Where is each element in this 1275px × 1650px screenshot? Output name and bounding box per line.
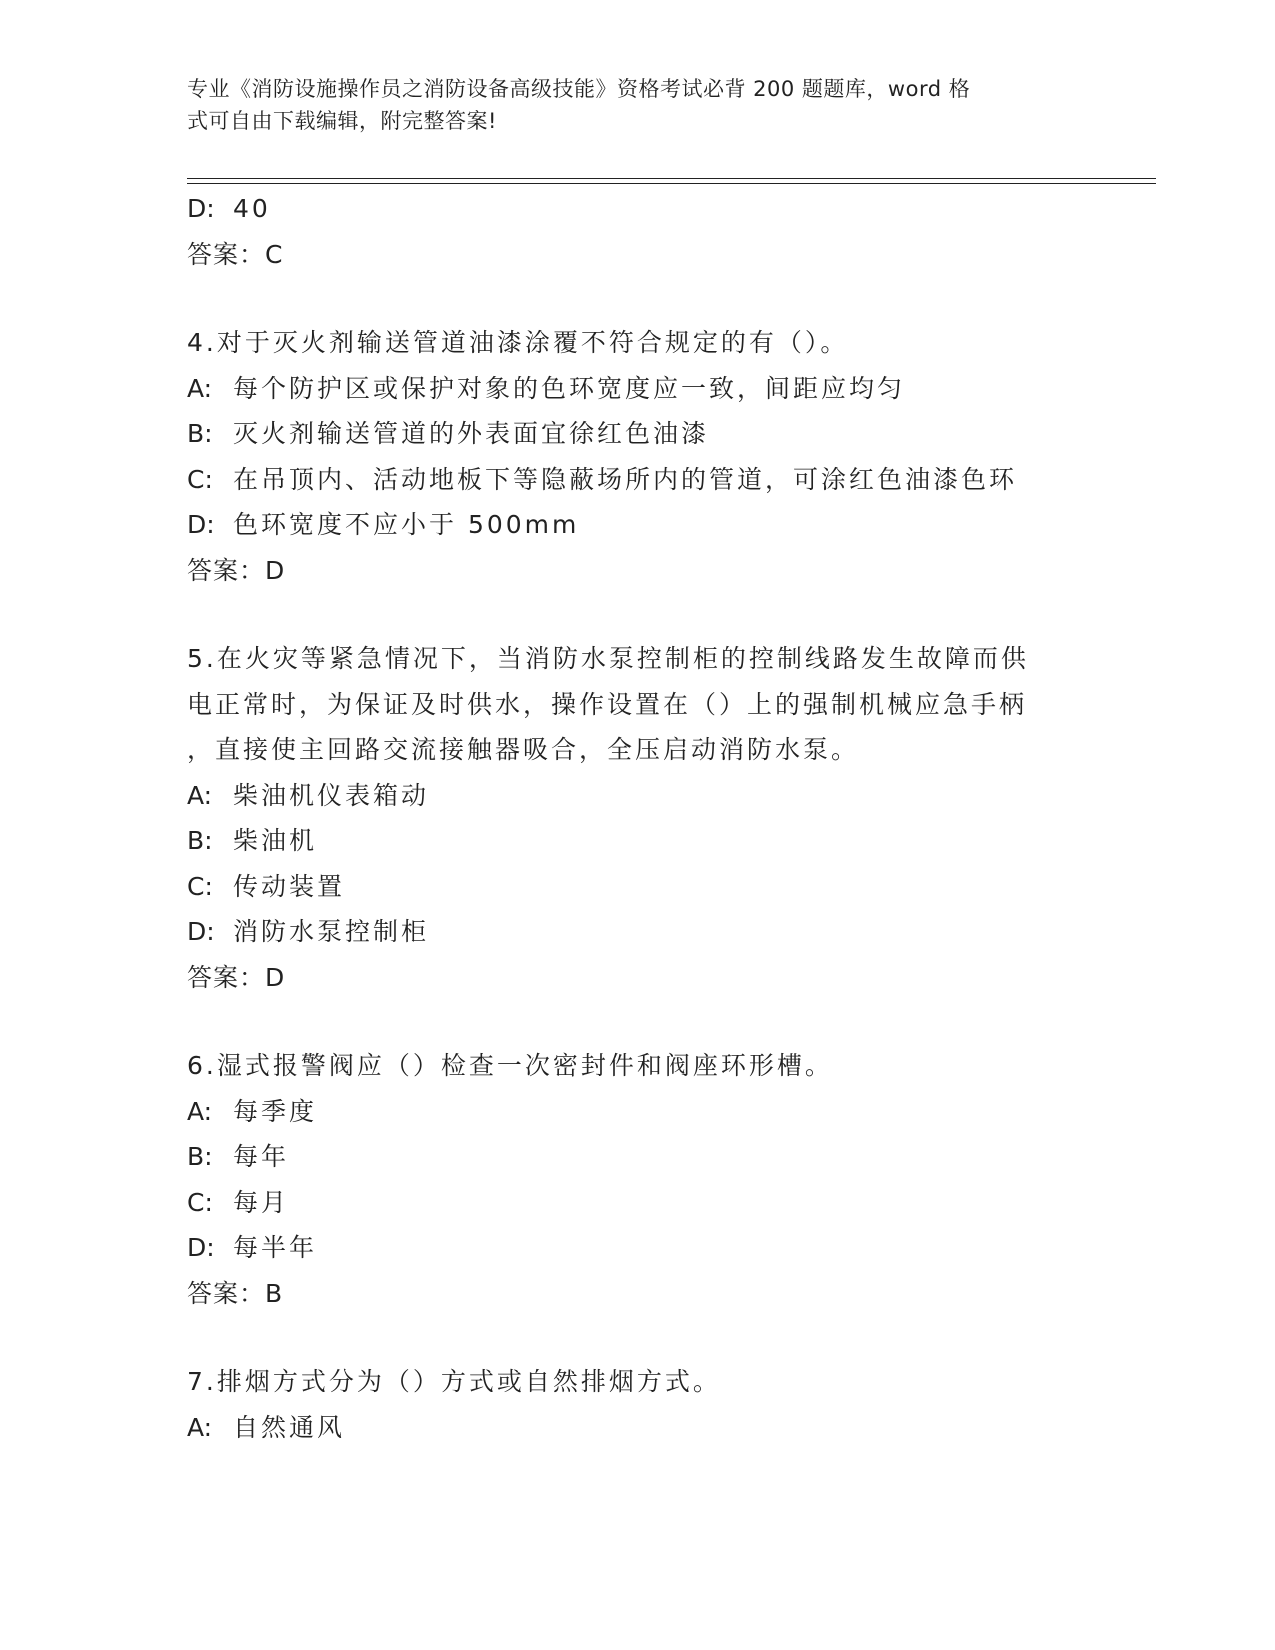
answer-line: 答案：B (187, 1278, 284, 1308)
option-a (187, 773, 1087, 819)
document-header (187, 73, 1067, 137)
question-stem-line-1: 5.在火灾等紧急情况下，当消防水泵控制柜的控制线路发生故障而供 (187, 644, 1029, 673)
header-line-2: 式可自由下载编辑，附完整答案! (187, 109, 497, 133)
option-c (187, 1180, 1087, 1226)
option-letter: B: (187, 419, 213, 448)
option-d (187, 1225, 1087, 1271)
option-b (187, 411, 1087, 457)
option-text: 柴油机 (233, 826, 318, 855)
option-text: 每季度 (233, 1096, 318, 1126)
option-text: 每月 (233, 1187, 290, 1217)
answer-line: 答案：C (187, 239, 284, 269)
header-line-1: 专业《消防设施操作员之消防设备高级技能》资格考试必背 200 题题库，word 格 (187, 77, 971, 101)
option-text: 每半年 (233, 1233, 318, 1262)
question-list (187, 186, 1087, 1450)
option-text: 消防水泵控制柜 (233, 917, 430, 946)
question-3-remainder (187, 186, 1087, 277)
question-stem: 7.排烟方式分为（）方式或自然排烟方式。 (187, 1367, 721, 1396)
option-letter: D: (187, 194, 215, 223)
answer-line: 答案：D (187, 555, 286, 585)
option-text: 在吊顶内、活动地板下等隐蔽场所内的管道，可涂红色油漆色环 (233, 464, 1018, 494)
header-rule-bottom (187, 183, 1156, 184)
option-letter: A: (187, 780, 213, 810)
option-text: 灭火剂输送管道的外表面宜徐红色油漆 (233, 419, 710, 448)
option-a (187, 1405, 1087, 1451)
option-letter: A: (187, 373, 213, 403)
option-b (187, 818, 1087, 864)
option-letter: A: (187, 1412, 213, 1442)
option-d (187, 502, 1087, 548)
question-stem: 4.对于灭火剂输送管道油漆涂覆不符合规定的有（）。 (187, 328, 849, 357)
question-4 (187, 320, 1087, 593)
option-text: 每个防护区或保护对象的色环宽度应一致，间距应均匀 (233, 373, 906, 403)
question-stem: 6.湿式报警阀应（）检查一次密封件和阀座环形槽。 (187, 1051, 833, 1080)
option-text: 色环宽度不应小于 500mm (233, 510, 580, 539)
option-letter: B: (187, 1142, 213, 1171)
question-6 (187, 1043, 1087, 1316)
option-letter: C: (187, 464, 213, 494)
option-letter: C: (187, 1187, 213, 1217)
option-letter: A: (187, 1096, 213, 1126)
option-letter: B: (187, 826, 213, 855)
option-letter: D: (187, 510, 215, 539)
option-a (187, 366, 1087, 412)
question-7 (187, 1359, 1087, 1450)
option-d (187, 186, 1087, 232)
option-letter: D: (187, 917, 215, 946)
option-letter: C: (187, 871, 213, 901)
option-text: 柴油机仪表箱动 (233, 780, 430, 810)
answer-line: 答案：D (187, 962, 286, 992)
question-stem-line-2: 电正常时，为保证及时供水，操作设置在（）上的强制机械应急手柄 (187, 689, 1028, 719)
option-d (187, 909, 1087, 955)
option-c (187, 457, 1087, 503)
option-text: 40 (233, 194, 271, 223)
question-stem-line-3: ，直接使主回路交流接触器吸合，全压启动消防水泵。 (187, 735, 860, 764)
option-text: 自然通风 (233, 1412, 346, 1442)
option-text: 传动装置 (233, 871, 346, 901)
option-a (187, 1089, 1087, 1135)
option-letter: D: (187, 1233, 215, 1262)
option-b (187, 1134, 1087, 1180)
header-rule-top (187, 178, 1156, 179)
option-c (187, 864, 1087, 910)
option-text: 每年 (233, 1142, 290, 1171)
question-5 (187, 636, 1087, 1000)
